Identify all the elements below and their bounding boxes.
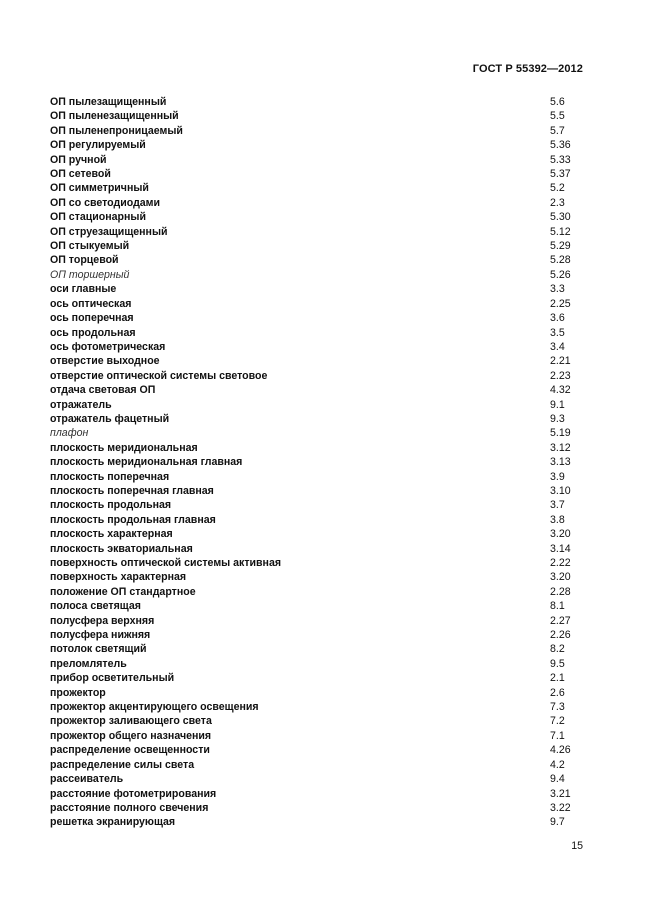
index-row [50,527,590,541]
index-reference: 5.33 [550,153,571,166]
index-reference: 2.22 [550,557,571,569]
index-row [50,340,590,354]
index-term: ОП струезащищенный [50,225,168,238]
index-reference: 2.21 [550,355,571,368]
index-reference: 7.1 [550,729,565,742]
index-row [50,441,590,455]
index-term: преломлятель [50,657,127,670]
index-reference: 3.10 [550,484,571,497]
index-reference: 3.12 [550,441,571,454]
index-row [50,181,590,195]
index-term: ОП стыкуемый [50,240,130,253]
index-reference: 3.20 [550,571,571,584]
index-reference: 3.9 [550,470,565,483]
index-reference: 2.3 [550,196,565,209]
index-row [50,484,590,498]
index-term: ОП регулируемый [50,139,146,152]
index-term: решетка экранирующая [50,816,176,829]
index-reference: 3.20 [550,528,571,541]
index-reference: 2.27 [550,614,571,627]
index-row [50,628,590,642]
index-row [50,772,590,786]
index-term: ОП торшерный [50,268,130,281]
index-row [50,657,590,671]
index-reference: 8.2 [550,643,565,656]
index-row [50,570,590,584]
index-row [50,801,590,815]
index-term: расстояние фотометрирования [50,787,217,800]
index-reference: 9.7 [550,816,565,829]
index-reference: 5.36 [550,139,571,152]
index-reference: 3.8 [550,513,565,526]
index-reference: 3.13 [550,456,571,469]
index-row [50,470,590,484]
index-reference: 2.25 [550,297,571,310]
document-header: ГОСТ Р 55392—2012 [472,63,583,75]
index-reference: 2.6 [550,686,565,699]
index-reference: 5.2 [550,182,565,195]
page-number: 15 [571,840,583,852]
index-row [50,599,590,613]
index-reference: 5.7 [550,124,565,137]
index-term: полоса светящая [50,600,141,613]
index-reference: 5.26 [550,268,571,281]
index-reference: 3.3 [550,283,565,296]
index-row [50,124,590,138]
index-reference: 4.26 [550,744,571,757]
index-term: отражатель [50,398,112,411]
index-term: полусфера верхняя [50,614,155,627]
index-row [50,109,590,123]
index-row [50,556,590,570]
index-term: плоскость меридиональная [50,441,198,454]
index-term: прожектор [50,686,106,699]
index-row [50,282,590,296]
index-term: плоскость характерная [50,528,173,541]
index-row [50,412,590,426]
index-reference: 3.7 [550,499,565,512]
index-reference: 5.28 [550,254,571,267]
index-row [50,815,590,829]
index-reference: 5.5 [550,110,565,123]
index-term: ОП пыленезащищенный [50,110,179,123]
index-term: ОП со светодиодами [50,196,161,209]
index-reference: 7.2 [550,715,565,728]
index-term: плоскость экваториальная [50,542,193,555]
index-row [50,196,590,210]
term-index [50,95,590,830]
index-row [50,686,590,700]
index-row [50,758,590,772]
index-term: поверхность оптической системы активная [50,557,282,569]
index-term: рассеиватель [50,773,124,786]
index-term: плоскость продольная главная [50,513,216,526]
index-term: прожектор общего назначения [50,729,212,742]
index-reference: 2.23 [550,369,571,382]
index-term: ОП торцевой [50,254,119,267]
index-term: расстояние полного свечения [50,801,209,814]
index-reference: 5.37 [550,168,571,181]
index-reference: 4.2 [550,758,565,771]
index-term: отдача световая ОП [50,384,156,397]
index-row [50,297,590,311]
index-row [50,498,590,512]
index-reference: 2.1 [550,672,565,685]
index-row [50,311,590,325]
index-term: оси главные [50,283,117,296]
index-term: ось оптическая [50,297,132,310]
index-row [50,513,590,527]
index-term: ОП стационарный [50,211,146,224]
index-row [50,542,590,556]
index-row [50,729,590,743]
index-reference: 5.19 [550,427,571,440]
index-row [50,700,590,714]
index-reference: 2.26 [550,629,571,642]
index-row [50,614,590,628]
index-term: плафон [50,427,89,440]
index-reference: 4.32 [550,384,571,397]
index-reference: 9.5 [550,657,565,670]
index-term: прожектор акцентирующего освещения [50,701,259,714]
index-row [50,253,590,267]
index-reference: 3.21 [550,787,571,800]
index-reference: 3.5 [550,326,565,339]
index-row [50,225,590,239]
index-reference: 5.6 [550,96,565,108]
index-row [50,787,590,801]
index-reference: 7.3 [550,701,565,714]
index-term: ось поперечная [50,312,134,325]
index-reference: 9.3 [550,412,565,425]
index-row [50,138,590,152]
index-row [50,714,590,728]
index-row [50,326,590,340]
index-term: распределение силы света [50,758,195,771]
index-row [50,354,590,368]
index-reference: 9.1 [550,398,565,411]
index-term: распределение освещенности [50,744,210,757]
index-term: ОП пыленепроницаемый [50,124,183,137]
index-reference: 3.14 [550,542,571,555]
index-reference: 3.4 [550,340,565,353]
index-row [50,239,590,253]
index-term: отражатель фацетный [50,412,170,425]
index-term: ось фотометрическая [50,340,166,353]
index-term: ОП сетевой [50,168,111,181]
index-row [50,398,590,412]
index-reference: 3.22 [550,801,571,814]
index-reference: 5.12 [550,225,571,238]
index-term: ОП симметричный [50,182,149,195]
index-term: положение ОП стандартное [50,585,196,598]
index-reference: 9.4 [550,773,565,786]
index-row [50,585,590,599]
index-term: полусфера нижняя [50,629,151,642]
index-row [50,369,590,383]
index-term: отверстие оптической системы световое [50,369,268,382]
index-row [50,426,590,440]
index-term: потолок светящий [50,643,147,656]
index-row [50,210,590,224]
index-row [50,268,590,282]
index-term: плоскость меридиональная главная [50,456,243,469]
index-term: плоскость поперечная [50,470,170,483]
index-term: плоскость поперечная главная [50,484,214,497]
index-row [50,167,590,181]
index-reference: 5.30 [550,211,571,224]
index-term: прибор осветительный [50,672,175,685]
index-reference: 8.1 [550,600,565,613]
index-term: отверстие выходное [50,355,160,368]
index-term: ОП пылезащищенный [50,96,167,108]
index-row [50,153,590,167]
index-term: плоскость продольная [50,499,172,512]
index-row [50,455,590,469]
index-row [50,95,590,109]
index-row [50,671,590,685]
index-term: ОП ручной [50,153,107,166]
index-row [50,743,590,757]
index-reference: 3.6 [550,312,565,325]
index-term: ось продольная [50,326,136,339]
index-term: поверхность характерная [50,571,187,584]
index-row [50,383,590,397]
index-term: прожектор заливающего света [50,715,212,728]
index-reference: 2.28 [550,585,571,598]
index-reference: 5.29 [550,240,571,253]
index-row [50,642,590,656]
